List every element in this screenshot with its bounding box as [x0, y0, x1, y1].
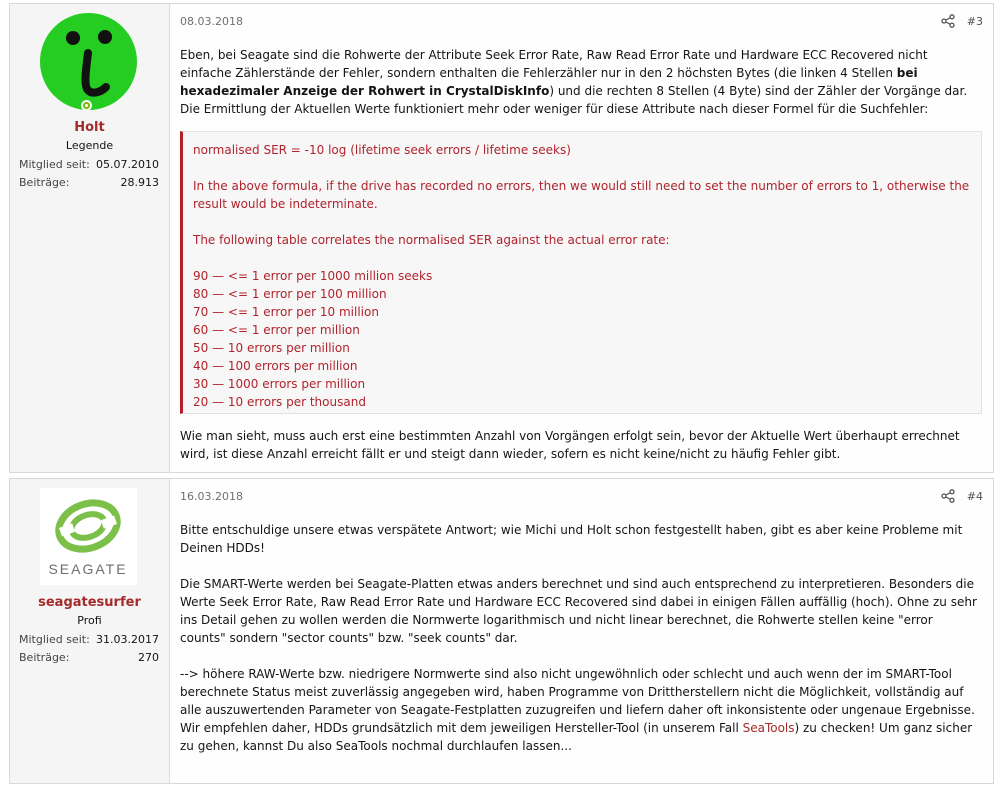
joined-label: Mitglied seit:: [19, 633, 90, 646]
avatar[interactable]: [40, 488, 137, 585]
quote-row: 30 — 1000 errors per million: [193, 377, 366, 391]
quote-note: In the above formula, if the drive has recorded no errors, then we would still need to set the number of errors to 1, otherwise the result would be indeterminate.: [193, 179, 970, 211]
text-segment: ) zu checken! Um ganz sicher zu gehen, kannst Du also SeaTools nochmal durchlaufen lassen...: [180, 721, 973, 753]
message-paragraph: Die SMART-Werte werden bei Seagate-Platten etwas anders berechnet und sind auch entsprechend zu interpretieren. Besonders die Werte Seek Error Rate, Raw Read Error Rate und Hardware ECC Recovered sind dabei in einigen Fällen auffällig (hoch). Ohne zu sehr ins Detail gehen zu wollen werden die Normwerte logarithmisch und nicht linear berechnet, die Rohwerte stellen keine "error counts" sondern "sector counts" bzw. "seek counts" dar.: [180, 577, 977, 645]
quote-row: 90 — <= 1 error per 1000 million seeks: [193, 269, 433, 283]
share-icon[interactable]: [941, 489, 955, 503]
post-content: [169, 479, 993, 783]
post-number[interactable]: #4: [966, 490, 983, 503]
post-number[interactable]: #3: [966, 15, 983, 28]
joined-stat: [19, 633, 159, 646]
message-body: [180, 521, 981, 755]
message-body-end: [180, 427, 981, 463]
quote-row: 20 — 10 errors per thousand: [193, 395, 366, 409]
post-date[interactable]: 16.03.2018: [180, 490, 243, 503]
quote-row: 70 — <= 1 error per 10 million: [193, 305, 379, 319]
seagate-logo: [40, 488, 137, 585]
face-avatar-icon: [40, 13, 137, 110]
joined-value: 05.07.2010: [96, 158, 159, 171]
text-segment: --> höhere RAW-Werte bzw. niedrigere Normwerte sind also nicht ungewöhnlich oder schlecht und auch wenn der im SMART-Tool berechnete Status meist zuverlässig angegeben wird, haben Programme von Drittherstellern nicht die Möglichkeit, vollständig auf alle auszuwertenden Parameter von Seagate-Festplatten zuzugreifen und liefern daher oft inkonsistente oder ungenaue Ergebnisse. Wir empfehlen daher, HDDs grundsätzlich mit dem jeweiligen Hersteller-Tool (in unserem Fall: [180, 667, 975, 735]
post: [9, 3, 994, 473]
quote-row: 80 — <= 1 error per 100 million: [193, 287, 387, 301]
posts-stat: [19, 651, 159, 664]
share-icon[interactable]: [941, 14, 955, 28]
post: [9, 478, 994, 784]
joined-stat: [19, 158, 159, 171]
message-paragraph: [180, 46, 981, 118]
quote-block: [180, 131, 982, 414]
avatar[interactable]: [40, 13, 137, 110]
posts-value[interactable]: 270: [138, 651, 159, 664]
quote-row: 40 — 100 errors per million: [193, 359, 358, 373]
message-paragraph: [180, 665, 981, 755]
post-date[interactable]: 08.03.2018: [180, 15, 243, 28]
joined-value: 31.03.2017: [96, 633, 159, 646]
quote-row: 60 — <= 1 error per million: [193, 323, 360, 337]
quote-formula: normalised SER = -10 log (lifetime seek errors / lifetime seeks): [193, 143, 571, 157]
text-segment: Eben, bei Seagate sind die Rohwerte der Attribute Seek Error Rate, Raw Read Error Rate und Hardware ECC Recovered nicht einfache Zählerstände der Fehler, sondern enthalten die Fehlerzähler nur in den 2 höchsten Bytes (die linken 4 Stellen: [180, 48, 928, 80]
text-segment: ) und die rechten 8 Stellen (4 Byte) sind der Zähler der Vorgänge dar. Die Ermittlung der Aktuellen Werte funktioniert mehr oder weniger für diese Attribute nach dieser Formel für die Suchfehler:: [180, 84, 968, 116]
posts-label: Beiträge:: [19, 651, 70, 664]
message-body: [180, 46, 981, 118]
posts-value[interactable]: 28.913: [120, 176, 159, 189]
posts-stat: [19, 176, 159, 189]
user-panel: [10, 4, 170, 472]
user-panel: [10, 479, 170, 783]
user-title: Profi: [77, 614, 102, 627]
joined-label: Mitglied seit:: [19, 158, 90, 171]
message-paragraph: Bitte entschuldige unsere etwas verspätete Antwort; wie Michi und Holt schon festgestellt haben, gibt es aber keine Probleme mit Deinen HDDs!: [180, 523, 963, 555]
seatools-link[interactable]: SeaTools: [742, 721, 795, 735]
bold-text: bei hexadezimaler Anzeige der Rohwert in CrystalDiskInfo: [180, 66, 918, 98]
username[interactable]: seagatesurfer: [38, 595, 141, 610]
seagate-logo-text: SEAGATE: [48, 561, 128, 577]
posts-label: Beiträge:: [19, 176, 70, 189]
user-title: Legende: [65, 139, 114, 152]
quote-row: 50 — 10 errors per million: [193, 341, 350, 355]
post-content: [169, 4, 993, 472]
quote-table-intro: The following table correlates the normalised SER against the actual error rate:: [193, 233, 670, 247]
username[interactable]: Holt: [74, 120, 105, 135]
online-status-icon: [81, 100, 92, 111]
message-paragraph: Wie man sieht, muss auch erst eine bestimmten Anzahl von Vorgängen erfolgt sein, bevor der Aktuelle Wert überhaupt errechnet wird, ist diese Anzahl erreicht fällt er und steigt dann wieder, sofern es nicht keine/nicht zu häufig Fehler gibt.: [180, 429, 960, 461]
